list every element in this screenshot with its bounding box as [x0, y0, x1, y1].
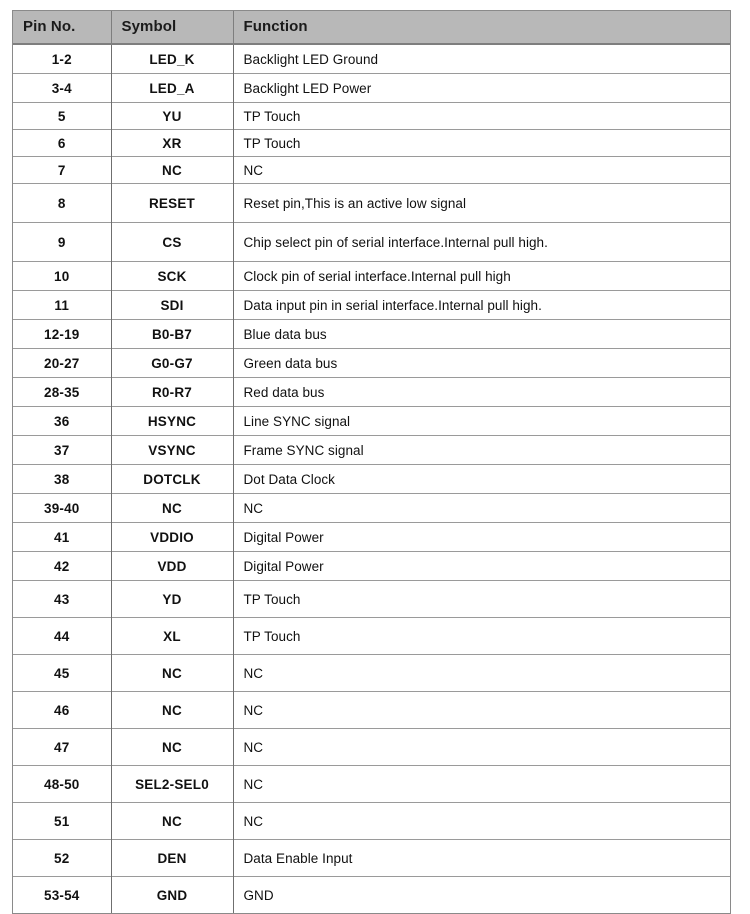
table-row — [13, 103, 730, 130]
table-row — [13, 692, 730, 729]
cell-symbol: CS — [111, 223, 233, 262]
cell-function: NC — [233, 494, 730, 523]
cell-function: Frame SYNC signal — [233, 436, 730, 465]
cell-pin-no: 52 — [13, 840, 111, 877]
cell-pin-no: 45 — [13, 655, 111, 692]
cell-function: Chip select pin of serial interface.Internal pull high. — [233, 223, 730, 262]
cell-function: TP Touch — [233, 581, 730, 618]
cell-function: Dot Data Clock — [233, 465, 730, 494]
table-row — [13, 618, 730, 655]
cell-pin-no: 48-50 — [13, 766, 111, 803]
cell-symbol: YU — [111, 103, 233, 130]
cell-symbol: YD — [111, 581, 233, 618]
table-row — [13, 803, 730, 840]
cell-pin-no: 3-4 — [13, 74, 111, 103]
pin-definition-table — [12, 10, 731, 914]
table-row — [13, 552, 730, 581]
table-row — [13, 581, 730, 618]
cell-symbol: VDD — [111, 552, 233, 581]
cell-pin-no: 28-35 — [13, 378, 111, 407]
table-row — [13, 840, 730, 877]
cell-function: TP Touch — [233, 103, 730, 130]
cell-function: Blue data bus — [233, 320, 730, 349]
cell-pin-no: 41 — [13, 523, 111, 552]
table-header — [13, 11, 730, 44]
table-row — [13, 465, 730, 494]
cell-function: NC — [233, 766, 730, 803]
cell-function: Clock pin of serial interface.Internal pull high — [233, 262, 730, 291]
cell-symbol: R0-R7 — [111, 378, 233, 407]
cell-pin-no: 7 — [13, 157, 111, 184]
table-row — [13, 130, 730, 157]
cell-pin-no: 39-40 — [13, 494, 111, 523]
table-body — [13, 44, 730, 913]
cell-symbol: LED_K — [111, 44, 233, 74]
cell-pin-no: 42 — [13, 552, 111, 581]
cell-symbol: RESET — [111, 184, 233, 223]
column-header-symbol: Symbol — [111, 11, 233, 44]
pin-table — [13, 11, 730, 913]
column-header-function: Function — [233, 11, 730, 44]
cell-symbol: GND — [111, 877, 233, 914]
cell-pin-no: 51 — [13, 803, 111, 840]
cell-symbol: NC — [111, 157, 233, 184]
cell-function: NC — [233, 803, 730, 840]
table-row — [13, 407, 730, 436]
cell-symbol: VDDIO — [111, 523, 233, 552]
cell-symbol: NC — [111, 655, 233, 692]
cell-symbol: SEL2-SEL0 — [111, 766, 233, 803]
table-row — [13, 291, 730, 320]
cell-function: Backlight LED Ground — [233, 44, 730, 74]
table-row — [13, 262, 730, 291]
cell-function: TP Touch — [233, 130, 730, 157]
cell-symbol: B0-B7 — [111, 320, 233, 349]
cell-pin-no: 46 — [13, 692, 111, 729]
cell-pin-no: 36 — [13, 407, 111, 436]
cell-symbol: SDI — [111, 291, 233, 320]
table-row — [13, 523, 730, 552]
cell-symbol: NC — [111, 729, 233, 766]
table-row — [13, 184, 730, 223]
cell-pin-no: 6 — [13, 130, 111, 157]
cell-pin-no: 38 — [13, 465, 111, 494]
table-row — [13, 494, 730, 523]
cell-function: NC — [233, 692, 730, 729]
cell-function: Reset pin,This is an active low signal — [233, 184, 730, 223]
cell-function: Data Enable Input — [233, 840, 730, 877]
cell-function: NC — [233, 157, 730, 184]
cell-pin-no: 5 — [13, 103, 111, 130]
cell-function: NC — [233, 729, 730, 766]
cell-function: Data input pin in serial interface.Internal pull high. — [233, 291, 730, 320]
cell-pin-no: 43 — [13, 581, 111, 618]
table-row — [13, 157, 730, 184]
cell-symbol: SCK — [111, 262, 233, 291]
cell-function: TP Touch — [233, 618, 730, 655]
cell-pin-no: 20-27 — [13, 349, 111, 378]
table-row — [13, 729, 730, 766]
table-row — [13, 877, 730, 914]
column-header-pin-no: Pin No. — [13, 11, 111, 44]
cell-symbol: NC — [111, 692, 233, 729]
cell-symbol: HSYNC — [111, 407, 233, 436]
cell-function: Digital Power — [233, 523, 730, 552]
cell-symbol: NC — [111, 494, 233, 523]
cell-symbol: NC — [111, 803, 233, 840]
cell-pin-no: 10 — [13, 262, 111, 291]
cell-function: Line SYNC signal — [233, 407, 730, 436]
table-row — [13, 44, 730, 74]
cell-symbol: XL — [111, 618, 233, 655]
cell-pin-no: 1-2 — [13, 44, 111, 74]
table-header-row — [13, 11, 730, 44]
cell-pin-no: 53-54 — [13, 877, 111, 914]
cell-symbol: DEN — [111, 840, 233, 877]
table-row — [13, 436, 730, 465]
cell-pin-no: 37 — [13, 436, 111, 465]
cell-pin-no: 8 — [13, 184, 111, 223]
table-row — [13, 766, 730, 803]
table-row — [13, 320, 730, 349]
cell-symbol: DOTCLK — [111, 465, 233, 494]
cell-pin-no: 9 — [13, 223, 111, 262]
cell-function: Backlight LED Power — [233, 74, 730, 103]
table-row — [13, 74, 730, 103]
table-row — [13, 378, 730, 407]
cell-symbol: LED_A — [111, 74, 233, 103]
cell-pin-no: 12-19 — [13, 320, 111, 349]
cell-function: Digital Power — [233, 552, 730, 581]
cell-pin-no: 44 — [13, 618, 111, 655]
cell-function: GND — [233, 877, 730, 914]
cell-function: Red data bus — [233, 378, 730, 407]
cell-function: NC — [233, 655, 730, 692]
cell-pin-no: 11 — [13, 291, 111, 320]
cell-symbol: XR — [111, 130, 233, 157]
table-row — [13, 223, 730, 262]
cell-symbol: VSYNC — [111, 436, 233, 465]
cell-pin-no: 47 — [13, 729, 111, 766]
table-row — [13, 349, 730, 378]
table-row — [13, 655, 730, 692]
cell-symbol: G0-G7 — [111, 349, 233, 378]
cell-function: Green data bus — [233, 349, 730, 378]
